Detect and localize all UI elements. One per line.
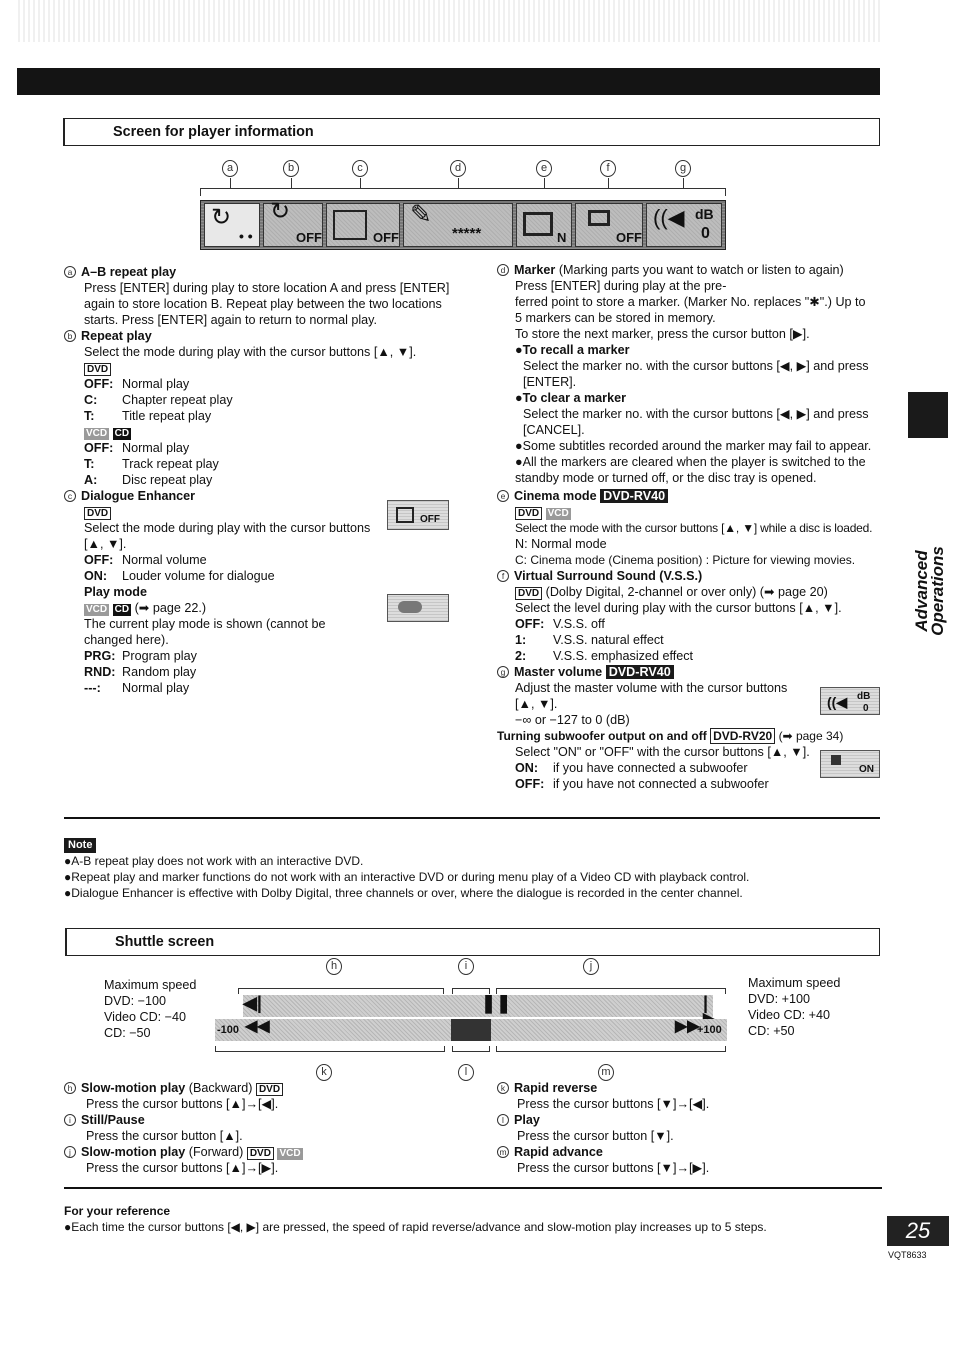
callout-a: a [222,160,238,177]
play-mode-title: Play mode [84,585,147,599]
info-screen-strip [200,200,726,250]
callout-m: m [598,1064,614,1081]
reference-block [64,1203,884,1235]
master-volume-title: Master volume [514,665,603,679]
dvd-rv20-badge: DVD-RV20 [710,728,775,744]
cinema-mode-icon: N [516,203,572,247]
page-number: 25 [887,1216,949,1246]
callout-g: g [675,160,691,177]
reference-text: ●Each time the cursor buttons [◀, ▶] are pressed, the speed of rapid reverse/advance and slow-motion play increases up to 5 steps. [64,1220,767,1234]
clear-marker-title: ●To clear a marker [515,391,626,405]
ab-repeat-text: Press [ENTER] during play to store location A and press [ENTER] again to store location B. Repeat play between the two locations starts. Press [ENTER] again to return to normal play. [84,281,450,327]
repeat-icon: ↻ OFF [263,203,323,247]
callout-b: b [283,160,299,177]
shuttle-right-speeds: Maximum speed DVD: +100 Video CD: +40 CD: +50 [748,976,841,1038]
dialogue-enhancer-title: Dialogue Enhancer [81,489,196,503]
shuttle-title: Shuttle screen [115,934,215,950]
callout-l: l [458,1064,474,1081]
repeat-play-intro: Select the mode during play with the cursor buttons [▲, ▼]. [84,345,417,359]
note-block: Note ●A-B repeat play does not work with an interactive DVD. ●Repeat play and marker functions do not work with an interactive DVD or during menu play of a Video CD with playback control. ●Dialogue Enhancer is effective with Dolby Digital, three channels or over, where the dialogue is recorded in the center channel. [64,839,750,900]
section-title: Screen for player information [113,124,314,140]
dialogue-intro: Select the mode during play with the cursor buttons [84,521,371,535]
recall-marker-title: ●To recall a marker [515,343,630,357]
callout-f: f [600,160,616,177]
marker-title: Marker [514,263,556,277]
cinema-mode-title: Cinema mode [514,489,597,503]
divider-2 [64,1187,882,1189]
callout-i: i [458,958,474,975]
subwoofer-mini-icon: ON [820,750,880,778]
ab-repeat-title: A–B repeat play [81,265,177,279]
callout-c: c [352,160,368,177]
ab-repeat-icon: ↻ • • [204,203,260,247]
reference-title: For your reference [64,1204,171,1218]
callout-e: e [536,160,552,177]
side-section-label: Advanced Operations [912,546,947,636]
shuttle-strip [215,995,727,1043]
left-column: a A–B repeat play Press [ENTER] during play to store location A and press [ENTER] again to store location B. Repeat play between the two locations starts. Press [ENTER] again to return to normal play. b Repeat play Select the mode during play with the cursor buttons [▲, ▼]. DVD OFF: Normal play C: Chapter repeat play T: Title repeat play VCD CD OFF: Normal play T: Track repeat play A: Disc repeat play c Dialogue Enhancer DVD Select the mode during play with the cursor buttons [▲, ▼]. OFF: Normal volume ON: Louder volume for dialogue Play mode VCD CD (➡ page 22.) The current play mode is shown (cannot be changed here). PRG: Program play RND: Random play ---: Normal play [64,264,454,696]
dvd-rv40-badge: DVD-RV40 [600,489,668,503]
dialogue-enhancer-mini-icon: OFF [387,500,449,530]
subwoofer-title: Turning subwoofer output on and off [497,729,707,743]
dvd-tag: DVD [84,363,111,376]
header-bar [17,68,880,95]
vcd-tag: VCD [86,428,108,439]
header-texture [18,0,880,42]
dialogue-enhancer-icon: OFF [326,203,400,247]
marker-icon: ✎ ***** [403,203,513,247]
note-label: Note [64,838,96,853]
shuttle-top-row: ◀| ❚❚ | [243,995,713,1017]
vss-title: Virtual Surround Sound (V.S.S.) [514,569,703,583]
shuttle-bottom-row: -100 ◀◀ ▶▶ +100 [215,1019,727,1041]
callout-j: j [583,958,599,975]
cd-tag: CD [114,428,130,439]
document-code: VQT8633 [888,1250,927,1260]
shuttle-items-right: k Rapid reverse Press the cursor buttons [▼]→[◀]. l Play Press the cursor button [▼]. m Rapid advance Press the cursor buttons [▼]→[▶]. [497,1080,887,1176]
divider [64,817,880,819]
callout-h: h [326,958,342,975]
repeat-play-title: Repeat play [81,329,152,343]
shuttle-title-box [65,928,880,956]
master-volume-icon: ((◀ dB 0 [646,203,722,247]
section-title-box [63,118,880,146]
side-tab-marker [908,392,948,438]
callout-k: k [316,1064,332,1081]
right-column: d Marker (Marking parts you want to watch or listen to again) Press [ENTER] during play at the pre- ferred point to store a marker. (Marker No. replaces "✱".) Up to 5 markers can be stored in memory. To store the next marker, press the cursor button [▶]. ●To recall a marker Select the marker no. with the cursor buttons [◀, ▶] and press [ENTER]. ●To clear a marker Select the marker no. with the cursor buttons [◀, ▶] and press [CANCEL]. ●Some subtitles recorded around the marker may fail to appear. ●All the markers are cleared when the player is switched to the standby mode or turned off, or the disc tray is opened. e Cinema mode DVD-RV40 DVD VCD Select the mode with the cursor buttons [▲, ▼] while a disc is loaded. N: Normal mode C: Cinema mode (Cinema position) : Picture for viewing movies. f Virtual Surround Sound (V.S.S.) DVD (Dolby Digital, 2-channel or over only) (➡ page 20) Select the level during play with the cursor buttons [▲, ▼]. OFF: V.S.S. off 1: V.S.S. natural effect 2: V.S.S. emphasized effect g Master volume DVD-RV40 Adjust the master volume with the cursor buttons [▲, ▼]. −∞ or −127 to 0 (dB) Turning subwoofer output on and off DVD-RV20 (➡ page 34) Select "ON" or "OFF" with the cursor buttons [▲, ▼]. ON: if you have connected a subwoofer OFF: if you have not connected a subwoofer [497,262,887,792]
shuttle-items-left: h Slow-motion play (Backward) DVD Press the cursor buttons [▲]→[◀]. i Still/Pause Press the cursor button [▲]. j Slow-motion play (Forward) DVD VCD Press the cursor buttons [▲]→[▶]. [64,1080,464,1176]
vss-icon: OFF [575,203,643,247]
shuttle-left-speeds: Maximum speed DVD: −100 Video CD: −40 CD: −50 [104,978,197,1040]
master-volume-mini-icon: ((◀ dB 0 [820,687,880,715]
play-mode-mini-icon [387,594,449,622]
callout-d: d [450,160,466,177]
